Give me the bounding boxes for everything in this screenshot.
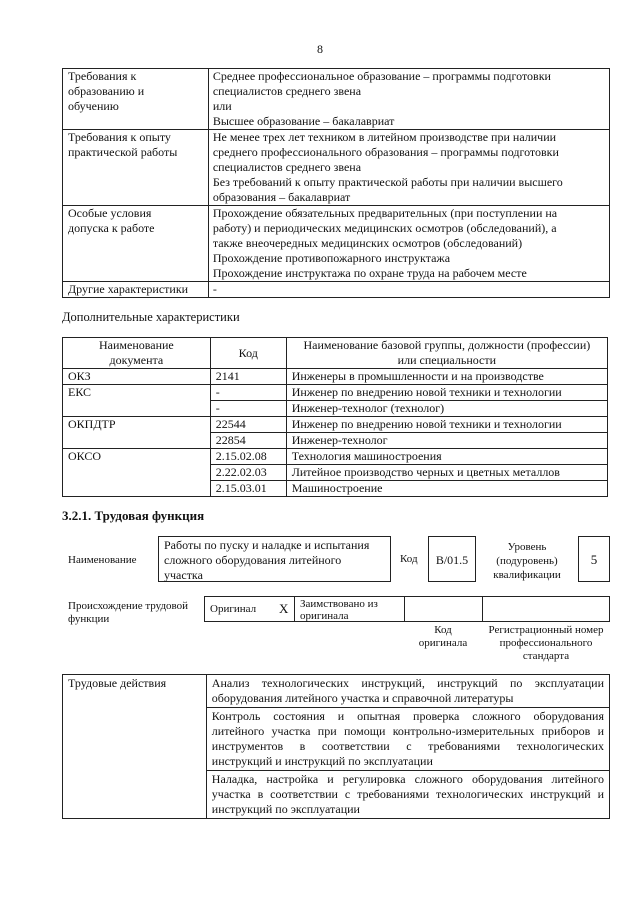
code-cell: 2141 [210, 369, 286, 385]
function-name-label: Наименование [68, 554, 137, 566]
code-cell: 2.15.02.08 [210, 449, 286, 465]
additional-table [62, 337, 608, 497]
table-row [63, 417, 608, 433]
code-cell: 22854 [210, 433, 286, 449]
original-code-caption: Код оригинала [418, 624, 468, 649]
requirements-table [62, 68, 610, 298]
original-label: Оригинал [210, 603, 257, 615]
function-code-label: Код [400, 553, 418, 565]
name-cell: Инженеры в промышленности и на производстве [286, 369, 607, 385]
requirement-label: Особые условия допуска к работе [63, 206, 209, 282]
original-mark: X [279, 601, 289, 616]
action-item: Наладка, настройка и регулировка сложного оборудования литейного участка в соответствии с требованиями технологических инструкций и инструкций по эксплуатации [206, 771, 609, 819]
table-header-row [63, 338, 608, 369]
name-cell: Инженер по внедрению новой техники и технологии [286, 417, 607, 433]
requirement-label: Требования к образованию и обучению [63, 69, 209, 130]
requirement-label: Другие характеристики [63, 282, 209, 298]
doc-cell: ЕКС [63, 385, 211, 417]
origin-divider [404, 596, 405, 622]
action-item: Контроль состояния и опытная проверка сложного оборудования литейного участка при помощи контрольно-измерительных приборов и инструментов в соответствии с требованиями технологических инструкций и инструкций по эксплуатации [206, 708, 609, 771]
function-name-box: Работы по пуску и наладке и испытания сложного оборудования литейного участка [158, 536, 391, 582]
requirement-value: Прохождение обязательных предварительных (при поступлении на работу) и периодических медицинских осмотров (обследований), а также внеочередных медицинских осмотров (обследований) Прохождение противопожарного инструктажа Прохождение инструктажа по охране труда на рабочем месте [208, 206, 609, 282]
page-number: 8 [317, 42, 323, 56]
code-cell: 2.22.02.03 [210, 465, 286, 481]
action-item: Анализ технологических инструкций, инструкций по эксплуатации оборудования литейного участка и справочной литературы [206, 675, 609, 708]
header-document: Наименование документа [63, 338, 211, 369]
name-cell: Инженер по внедрению новой техники и технологии [286, 385, 607, 401]
table-row [63, 69, 610, 130]
actions-table [62, 674, 610, 819]
requirement-value: Не менее трех лет техником в литейном производстве при наличии среднего профессионального образования – программы подготовки специалистов среднего звена Без требований к опыту практической работы при наличии высшего образования – бакалавриат [208, 130, 609, 206]
actions-label: Трудовые действия [63, 675, 207, 819]
registration-caption: Регистрационный номер профессионального стандарта [488, 624, 604, 662]
name-cell: Инженер-технолог (технолог) [286, 401, 607, 417]
doc-cell: ОКЗ [63, 369, 211, 385]
table-row [63, 282, 610, 298]
name-cell: Машиностроение [286, 481, 607, 497]
code-cell: 2.15.03.01 [210, 481, 286, 497]
table-row [63, 449, 608, 465]
table-row [63, 130, 610, 206]
additional-title: Дополнительные характеристики [62, 310, 240, 324]
requirement-label: Требования к опыту практической работы [63, 130, 209, 206]
doc-cell: ОКПДТР [63, 417, 211, 449]
origin-box [204, 596, 610, 622]
requirement-value: - [208, 282, 609, 298]
code-cell: 22544 [210, 417, 286, 433]
function-code-box: B/01.5 [428, 536, 476, 582]
level-label: Уровень (подуровень) квалификации [493, 541, 561, 581]
origin-divider [482, 596, 483, 622]
name-cell: Литейное производство черных и цветных металлов [286, 465, 607, 481]
function-heading: 3.2.1. Трудовая функция [62, 508, 205, 523]
borrowed-label: Заимствовано из оригинала [300, 598, 378, 622]
table-row [63, 206, 610, 282]
table-row [63, 369, 608, 385]
header-code: Код [210, 338, 286, 369]
origin-divider [294, 596, 295, 622]
header-name: Наименование базовой группы, должности (профессии) или специальности [286, 338, 607, 369]
name-cell: Инженер-технолог [286, 433, 607, 449]
doc-cell: ОКСО [63, 449, 211, 497]
code-cell: - [210, 401, 286, 417]
name-cell: Технология машиностроения [286, 449, 607, 465]
table-row [63, 675, 610, 708]
table-row [63, 385, 608, 401]
level-box: 5 [578, 536, 610, 582]
code-cell: - [210, 385, 286, 401]
requirement-value: Среднее профессиональное образование – программы подготовки специалистов среднего звена или Высшее образование – бакалавриат [208, 69, 609, 130]
origin-label: Происхождение трудовой функции [68, 600, 189, 625]
